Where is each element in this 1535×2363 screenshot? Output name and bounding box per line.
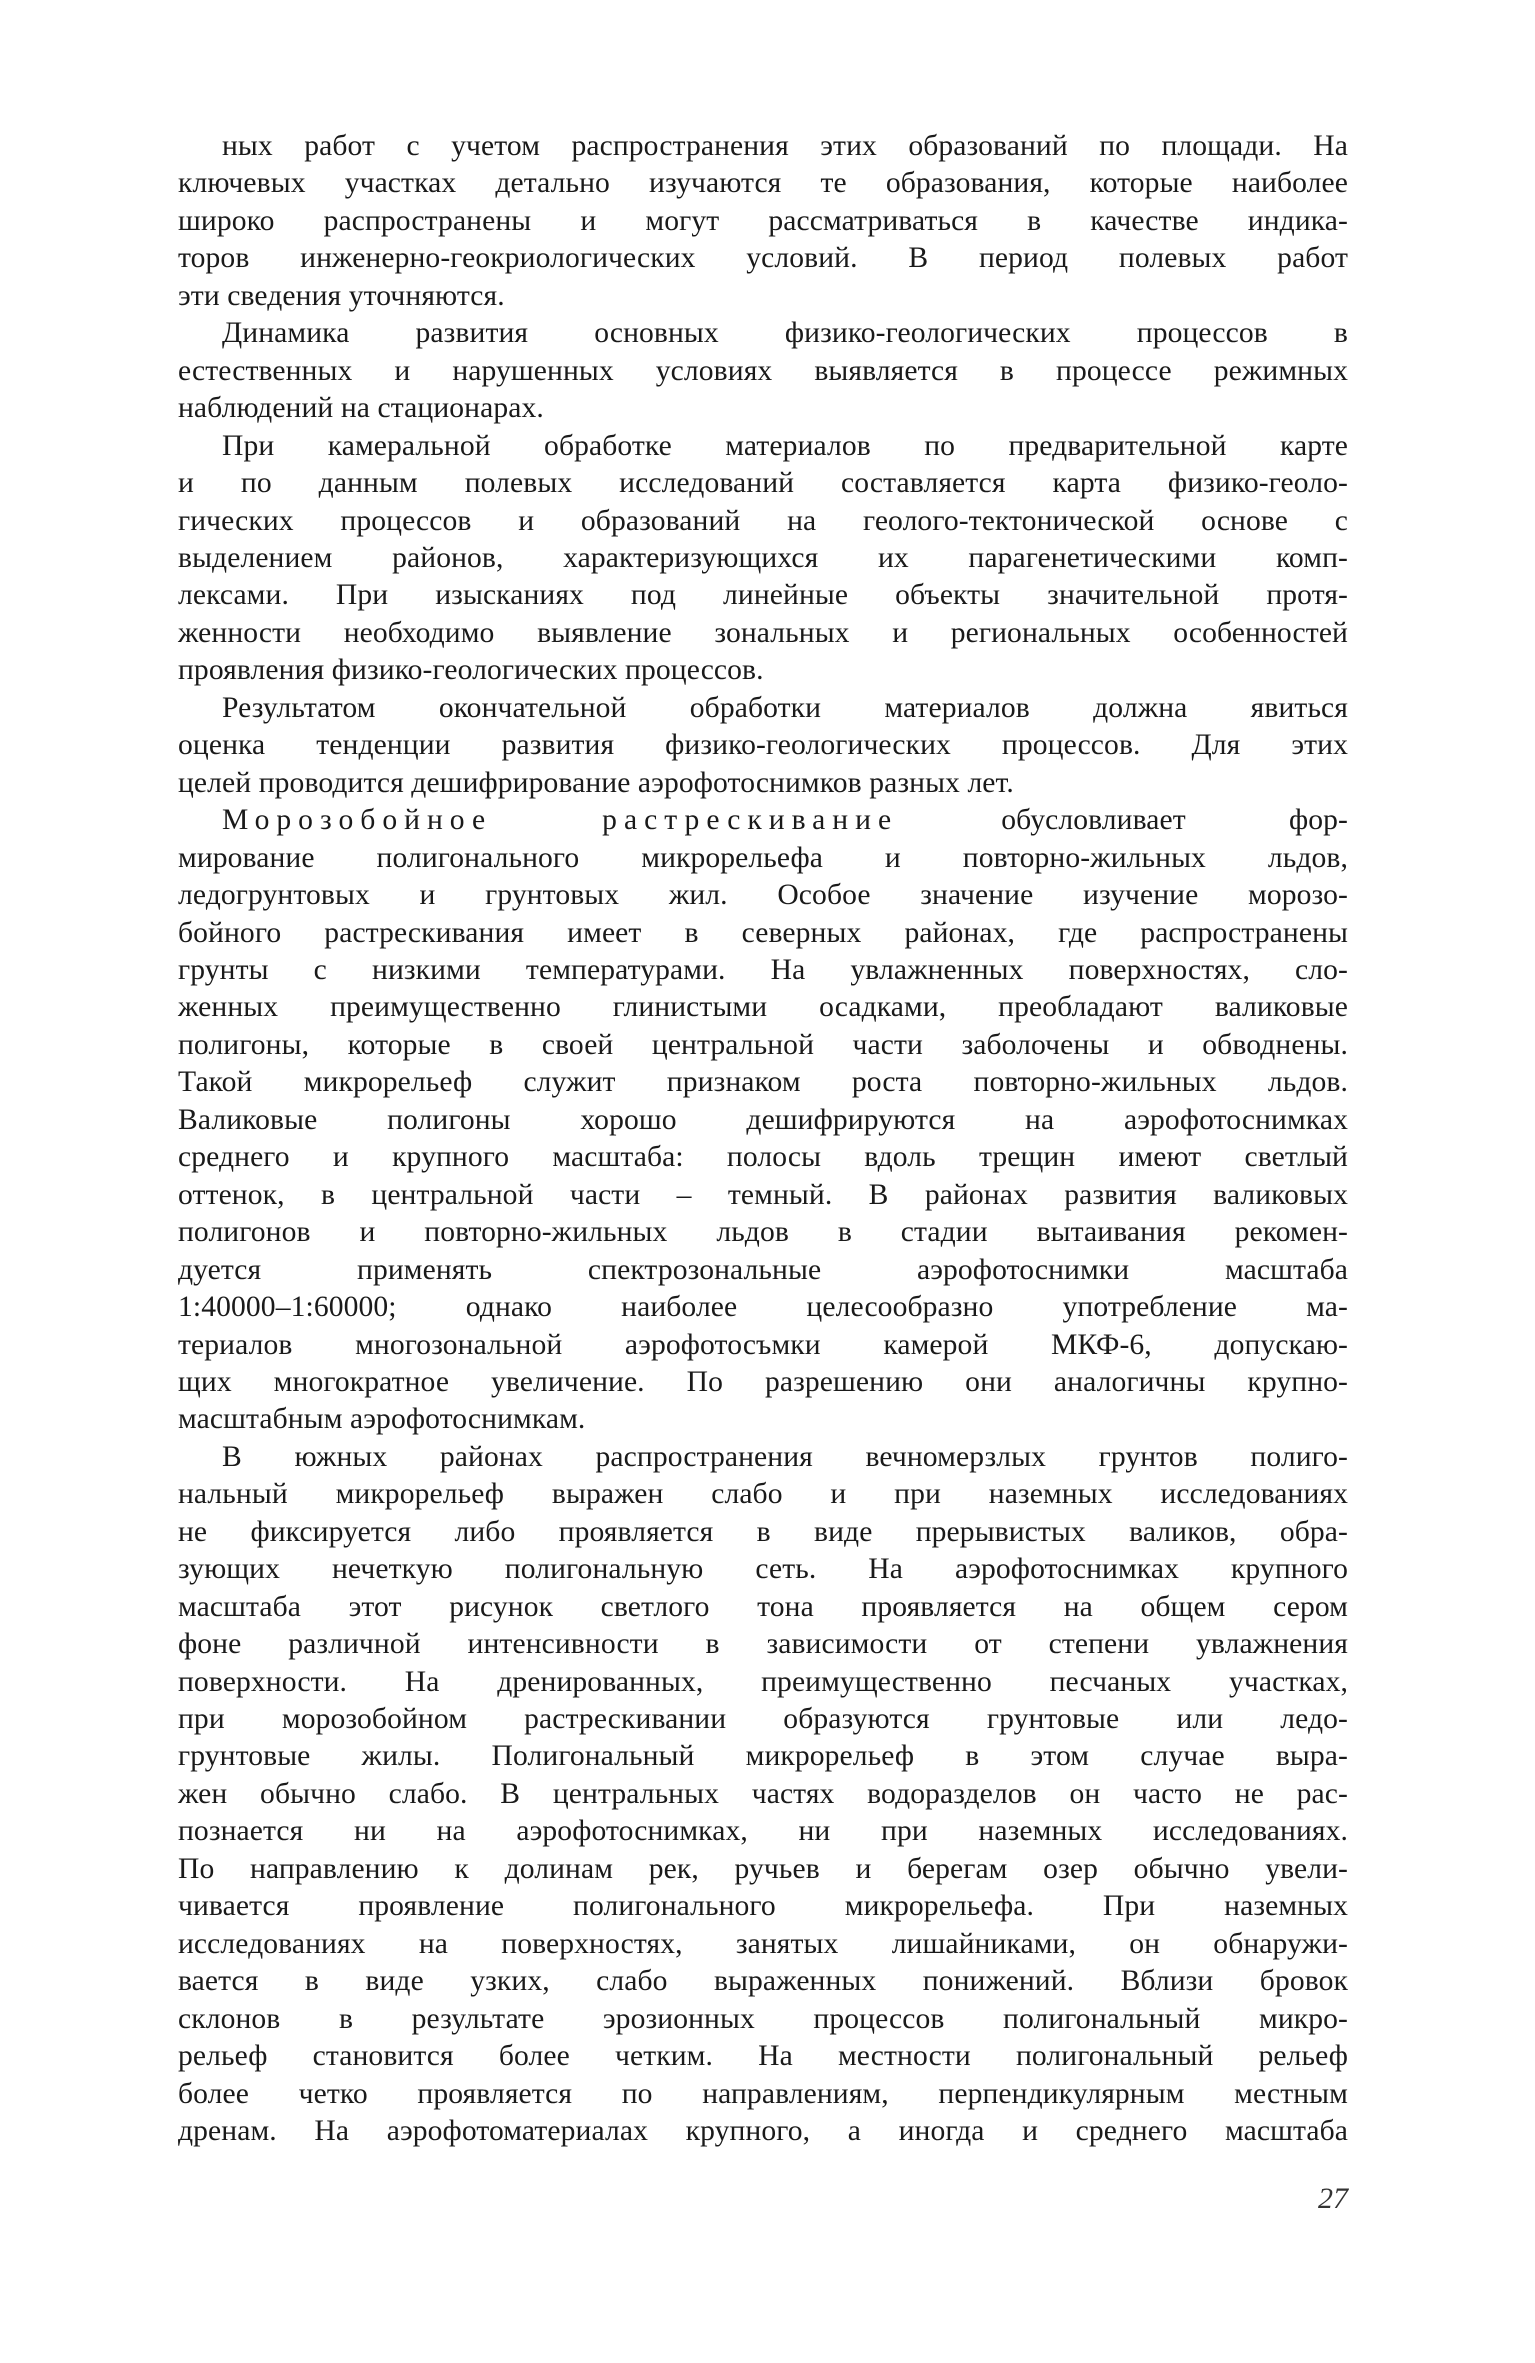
text-line: оценка тенденции развития физико-геологических процессов. Для этих xyxy=(178,729,1348,762)
text-line: поверхности. На дренированных, преимущественно песчаных участках, xyxy=(178,1665,1348,1698)
text-line: женных преимущественно глинистыми осадками, преобладают валиковые xyxy=(178,991,1348,1024)
text-line: познается ни на аэрофотоснимках, ни при наземных исследованиях. xyxy=(178,1815,1348,1848)
text-line: нальный микрорельеф выражен слабо и при наземных исследованиях xyxy=(178,1478,1348,1511)
text-line: 1:40000–1:60000; однако наиболее целесообразно употребление ма- xyxy=(178,1291,1348,1324)
text-line: Результатом окончательной обработки материалов должна явиться xyxy=(222,691,1348,724)
text-line: Такой микрорельеф служит признаком роста повторно-жильных льдов. xyxy=(178,1066,1348,1099)
paragraph xyxy=(178,128,1348,315)
text-line: среднего и крупного масштаба: полосы вдоль трещин имеют светлый xyxy=(178,1141,1348,1174)
text-line: гических процессов и образований на геолого-тектонической основе с xyxy=(178,504,1348,537)
text-line: жен обычно слабо. В центральных частях водоразделов он часто не рас- xyxy=(178,1777,1348,1810)
text-line: выделением районов, характеризующихся их парагенетическими комп- xyxy=(178,541,1348,574)
paragraph xyxy=(178,690,1348,802)
text-line: торов инженерно-геокриологических условий. В период полевых работ xyxy=(178,242,1348,275)
text-line: широко распространены и могут рассматриваться в качестве индика- xyxy=(178,204,1348,237)
paragraph xyxy=(178,1439,1348,2151)
text-line: женности необходимо выявление зональных и региональных особенностей xyxy=(178,616,1348,649)
text-line: естественных и нарушенных условиях выявляется в процессе режимных xyxy=(178,354,1348,387)
text-line: оттенок, в центральной части – темный. В районах развития валиковых xyxy=(178,1178,1348,1211)
text-line: дренам. На аэрофотоматериалах крупного, а иногда и среднего масштаба xyxy=(178,2115,1348,2148)
text-line: полигонов и повторно-жильных льдов в стадии вытаивания рекомен- xyxy=(178,1216,1348,1249)
text-line: более четко проявляется по направлениям, перпендикулярным местным xyxy=(178,2077,1348,2110)
text-line: ных работ с учетом распространения этих образований по площади. На xyxy=(222,130,1348,162)
paragraph xyxy=(178,802,1348,1439)
text-line: полигоны, которые в своей центральной части заболочены и обводнены. xyxy=(178,1028,1348,1061)
text-line: лексами. При изысканиях под линейные объекты значительной протя- xyxy=(178,579,1348,612)
text-line: при морозобойном растрескивании образуются грунтовые или ледо- xyxy=(178,1703,1348,1736)
text-line xyxy=(178,802,1348,839)
text-line: зующих нечеткую полигональную сеть. На аэрофотоснимках крупного xyxy=(178,1553,1348,1586)
text-line: эти сведения уточняются. xyxy=(178,279,505,312)
text-line: целей проводится дешифрирование аэрофотоснимков разных лет. xyxy=(178,766,1014,799)
page-number: 27 xyxy=(1318,2182,1348,2215)
text-line: бойного растрескивания имеет в северных районах, где распространены xyxy=(178,916,1348,949)
text-line: При камеральной обработке материалов по предварительной карте xyxy=(222,429,1348,462)
text-line: Валиковые полигоны хорошо дешифрируются на аэрофотоснимках xyxy=(178,1103,1348,1136)
text-line: В южных районах распространения вечномерзлых грунтов полиго- xyxy=(222,1440,1348,1473)
text-line: рельеф становится более четким. На местности полигональный рельеф xyxy=(178,2040,1348,2073)
text-line: Динамика развития основных физико-геологических процессов в xyxy=(222,317,1348,350)
text-line: ледогрунтовых и грунтовых жил. Особое значение изучение морозо- xyxy=(178,879,1348,912)
spaced-term: Морозобойное растрескивание xyxy=(222,804,899,837)
text-line: грунтовые жилы. Полигональный микрорельеф в этом случае выра- xyxy=(178,1740,1348,1773)
text-line: чивается проявление полигонального микрорельефа. При наземных xyxy=(178,1890,1348,1923)
text-line: масштабным аэрофотоснимкам. xyxy=(178,1403,586,1436)
text-line: масштаба этот рисунок светлого тона проявляется на общем сером xyxy=(178,1590,1348,1623)
text-line: склонов в результате эрозионных процессов полигональный микро- xyxy=(178,2002,1348,2035)
text-line: дуется применять спектрозональные аэрофотоснимки масштаба xyxy=(178,1253,1348,1286)
text-line: наблюдений на стационарах. xyxy=(178,392,544,425)
paragraph xyxy=(178,428,1348,690)
text-line: фоне различной интенсивности в зависимости от степени увлажнения xyxy=(178,1628,1348,1661)
text-line: и по данным полевых исследований составляется карта физико-геоло- xyxy=(178,467,1348,500)
text-line: териалов многозональной аэрофотосъмки камерой МКФ-6, допускаю- xyxy=(178,1328,1348,1361)
page-body xyxy=(178,128,1348,2150)
text-line: ключевых участках детально изучаются те образования, которые наиболее xyxy=(178,167,1348,200)
text-line: не фиксируется либо проявляется в виде прерывистых валиков, обра- xyxy=(178,1515,1348,1548)
paragraph xyxy=(178,315,1348,427)
text-line: мирование полигонального микрорельефа и повторно-жильных льдов, xyxy=(178,841,1348,874)
lead-rest: обусловливает фор- xyxy=(1001,804,1348,837)
text-line: вается в виде узких, слабо выраженных понижений. Вблизи бровок xyxy=(178,1965,1348,1998)
text-line: щих многократное увеличение. По разрешению они аналогичны крупно- xyxy=(178,1365,1348,1398)
text-line: По направлению к долинам рек, ручьев и берегам озер обычно увели- xyxy=(178,1852,1348,1885)
text-line: проявления физико-геологических процессов. xyxy=(178,654,764,687)
text-line: грунты с низкими температурами. На увлажненных поверхностях, сло- xyxy=(178,953,1348,986)
text-line: исследованиях на поверхностях, занятых лишайниками, он обнаружи- xyxy=(178,1927,1348,1960)
